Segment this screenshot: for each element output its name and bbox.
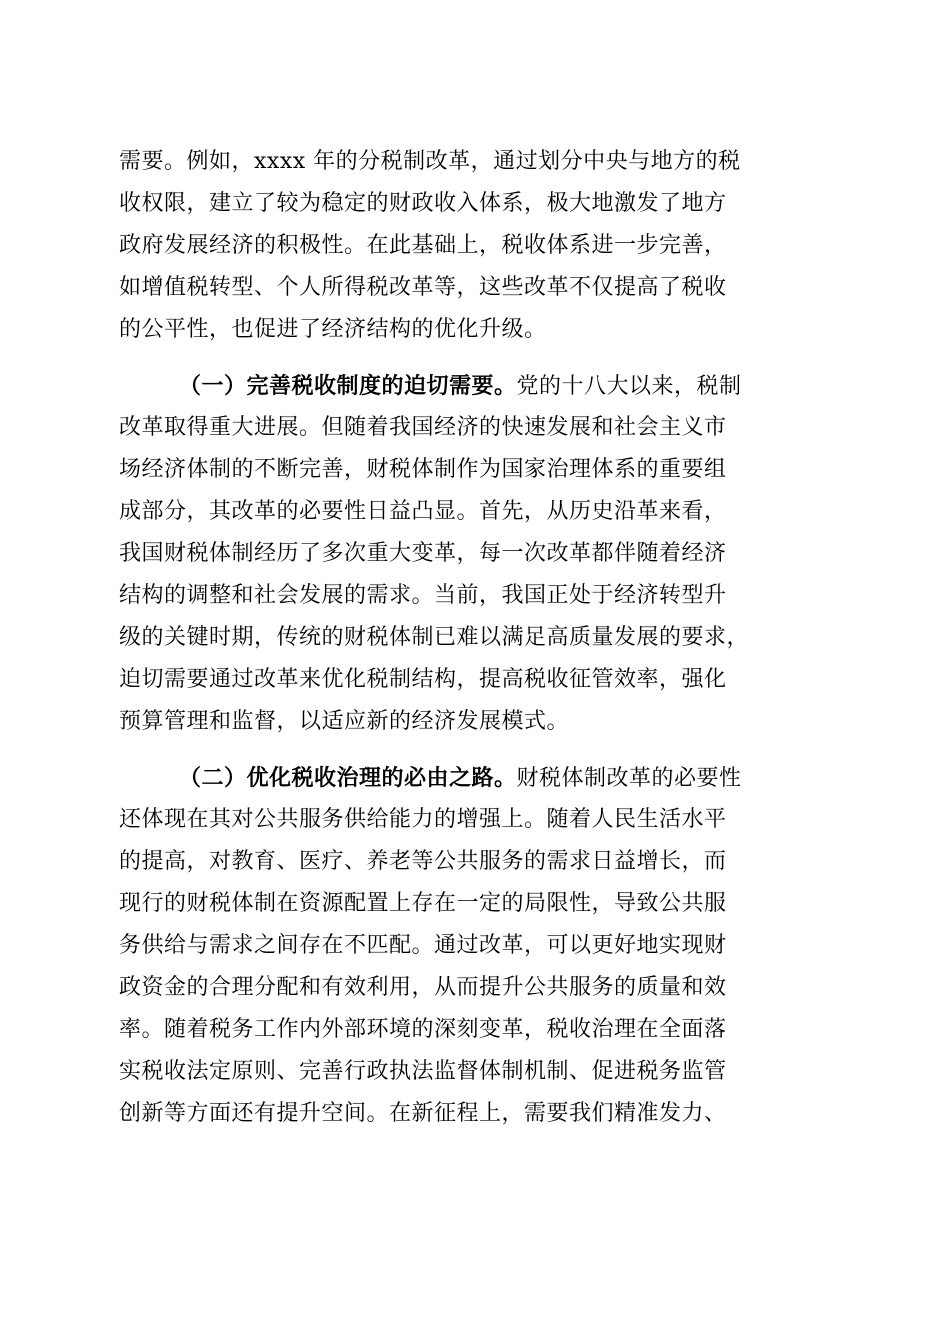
section-2-line-7: 率。随着税务工作内外部环境的深刻变革，税收治理在全面落 (119, 1017, 727, 1042)
section-2-heading: （二）优化税收治理的必由之路。 (179, 765, 517, 791)
paragraph-1-line-2: 收权限，建立了较为稳定的财政收入体系，极大地激发了地方 (119, 191, 727, 216)
paragraph-1-line-3: 政府发展经济的积极性。在此基础上，税收体系进一步完善， (119, 233, 727, 258)
section-2-line-2: 还体现在其对公共服务供给能力的增强上。随着人民生活水平 (119, 807, 727, 832)
section-1-line-7: 级的关键时期，传统的财税体制已难以满足高质量发展的要求， (119, 625, 750, 650)
section-2-line-8: 实税收法定原则、完善行政执法监督体制机制、促进税务监管 (119, 1059, 727, 1084)
section-2-first-line-text: 财税体制改革的必要性 (516, 766, 742, 791)
section-1-line-3: 场经济体制的不断完善，财税体制作为国家治理体系的重要组 (119, 457, 727, 482)
section-1-line-5: 我国财税体制经历了多次重大变革，每一次改革都伴随着经济 (119, 541, 727, 566)
paragraph-1-line-1: 需要。例如，xxxx 年的分税制改革，通过划分中央与地方的税 (119, 149, 741, 174)
section-2-line-9: 创新等方面还有提升空间。在新征程上，需要我们精准发力、 (119, 1101, 727, 1126)
section-1-first-line (179, 366, 742, 406)
section-2-line-4: 现行的财税体制在资源配置上存在一定的局限性，导致公共服 (119, 891, 727, 916)
paragraph-1-line-4: 如增值税转型、个人所得税改革等，这些改革不仅提高了税收 (119, 275, 727, 300)
section-2-line-3: 的提高，对教育、医疗、养老等公共服务的需求日益增长，而 (119, 849, 727, 874)
section-2-line-6: 政资金的合理分配和有效利用，从而提升公共服务的质量和效 (119, 975, 727, 1000)
paragraph-1-line-5: 的公平性，也促进了经济结构的优化升级。 (119, 317, 547, 342)
section-1-line-6: 结构的调整和社会发展的需求。当前，我国正处于经济转型升 (119, 583, 727, 608)
section-1-heading: （一）完善税收制度的迫切需要。 (179, 373, 517, 399)
section-1-line-2: 改革取得重大进展。但随着我国经济的快速发展和社会主义市 (119, 415, 727, 440)
section-1-line-8: 迫切需要通过改革来优化税制结构，提高税收征管效率，强化 (119, 667, 727, 692)
section-1-line-9: 预算管理和监督，以适应新的经济发展模式。 (119, 709, 570, 734)
section-2-first-line (179, 758, 742, 798)
section-1-line-4: 成部分，其改革的必要性日益凸显。首先，从历史沿革来看， (119, 499, 727, 524)
section-1-first-line-text: 党的十八大以来，税制 (516, 374, 742, 399)
section-2-line-5: 务供给与需求之间存在不匹配。通过改革，可以更好地实现财 (119, 933, 727, 958)
